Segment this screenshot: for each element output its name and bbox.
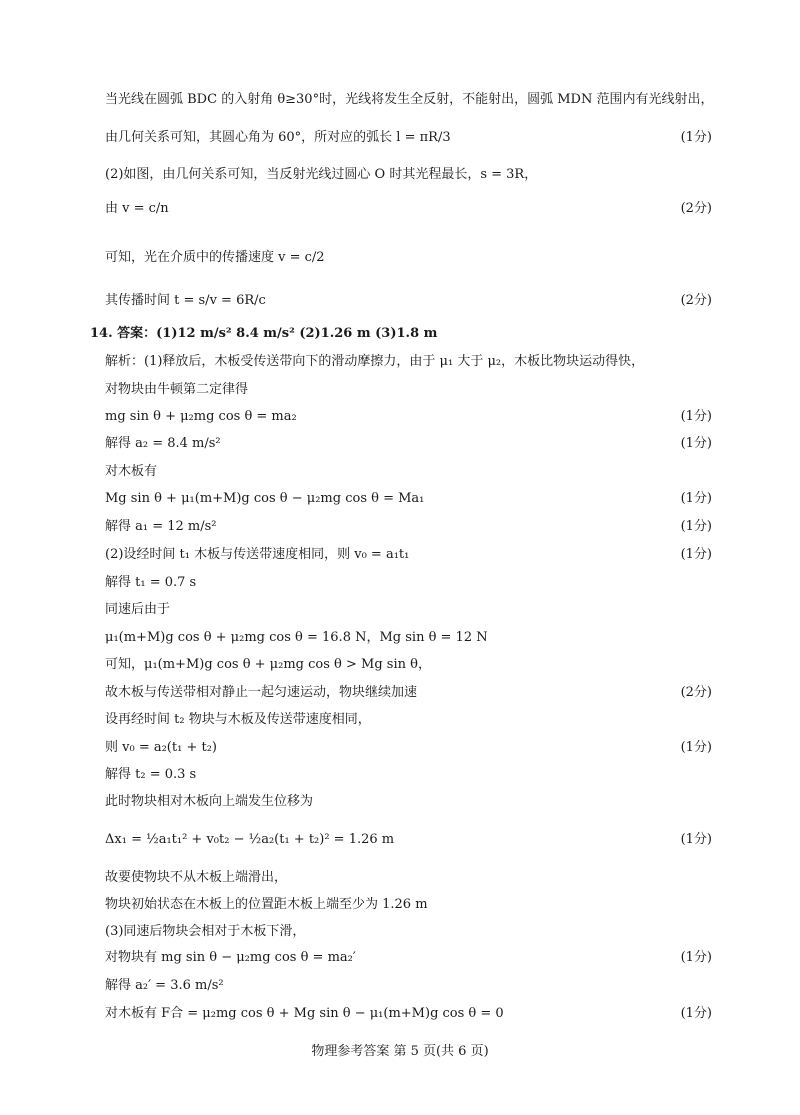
text-line: 当光线在圆弧 BDC 的入射角 θ≥30°时，光线将发生全反射，不能射出，圆弧 MDN 范围内有光线射出， <box>105 92 714 107</box>
text-line: 解得 a₂ = 8.4 m/s² (1分) <box>105 432 712 456</box>
text-line: 由 v = c/n (2分) <box>105 187 712 231</box>
equation-line: Mg sin θ + μ₁(m+M)g cos θ − μ₂mg cos θ = Ma₁ (1分) <box>105 487 712 511</box>
equation-line: Δx₁ = ½a₁t₁² + v₀t₂ − ½a₂(t₁ + t₂)² = 1.26 m (1分) <box>105 818 712 862</box>
answer-heading: 14. 答案：(1)12 m/s² 8.4 m/s² (2)1.26 m (3)1.8 m <box>90 326 438 341</box>
score-label: (1分) <box>680 950 712 965</box>
text-line: (3)同速后物块会相对于木板下滑， <box>105 924 306 939</box>
score-label: (1分) <box>680 740 712 755</box>
equation-line: 则 v₀ = a₂(t₁ + t₂) (1分) <box>105 736 712 760</box>
score-label: (1分) <box>680 491 712 506</box>
equation-line: 对木板有 F合 = μ₂mg cos θ + Mg sin θ − μ₁(m+M)g cos θ = 0 (1分) <box>105 1002 712 1026</box>
equation-line: μ₁(m+M)g cos θ + μ₂mg cos θ = 16.8 N，Mg sin θ = 12 N <box>105 630 488 645</box>
equation-line: mg sin θ + μ₂mg cos θ = ma₂ (1分) <box>105 405 712 429</box>
text-line: 由几何关系可知，其圆心角为 60°，所对应的弧长 l = πR/3 (1分) <box>105 116 712 160</box>
text-line: 解得 a₂′ = 3.6 m/s² <box>105 978 224 993</box>
score-label: (1分) <box>680 1006 712 1021</box>
score-label: (2分) <box>680 685 712 700</box>
text-line: (2)设经时间 t₁ 木板与传送带速度相同，则 v₀ = a₁t₁ (1分) <box>105 543 712 567</box>
score-label: (1分) <box>680 436 712 451</box>
text-line: (2)如图，由几何关系可知，当反射光线过圆心 O 时其光程最长，s = 3R， <box>105 167 538 182</box>
text-line: 可知，光在介质中的传播速度 v = c/2 <box>105 250 325 265</box>
score-label: (1分) <box>680 832 712 847</box>
score-label: (1分) <box>680 130 712 145</box>
score-label: (1分) <box>680 519 712 534</box>
text-line: 设再经时间 t₂ 物块与木板及传送带速度相同， <box>105 712 371 727</box>
text-line: 解得 t₁ = 0.7 s <box>105 575 197 590</box>
page-footer: 物理参考答案 第 5 页(共 6 页) <box>311 1044 489 1059</box>
score-label: (2分) <box>680 293 712 308</box>
text-line: 对木板有 <box>105 464 158 479</box>
text-line: 物块初始状态在木板上的位置距木板上端至少为 1.26 m <box>105 897 428 912</box>
text-line: 对物块由牛顿第二定律得 <box>105 382 249 397</box>
text-line: 此时物块相对木板向上端发生位移为 <box>105 794 314 809</box>
text-line: 解得 t₂ = 0.3 s <box>105 767 197 782</box>
equation-line: 对物块有 mg sin θ − μ₂mg cos θ = ma₂′ (1分) <box>105 946 712 970</box>
text-line: 故要使物块不从木板上端滑出， <box>105 870 288 885</box>
text-line: 解得 a₁ = 12 m/s² (1分) <box>105 515 712 539</box>
text-line: 其传播时间 t = s/v = 6R/c (2分) <box>105 279 712 323</box>
score-label: (1分) <box>680 547 712 562</box>
text-line: 同速后由于 <box>105 602 171 617</box>
text-line: 故木板与传送带相对静止一起匀速运动，物块继续加速 (2分) <box>105 681 712 705</box>
equation-line: 可知，μ₁(m+M)g cos θ + μ₂mg cos θ > Mg sin θ， <box>105 657 431 672</box>
score-label: (2分) <box>680 201 712 216</box>
text-line: 解析：(1)释放后，木板受传送带向下的滑动摩擦力，由于 μ₁ 大于 μ₂，木板比物块运动得快， <box>105 354 645 369</box>
score-label: (1分) <box>680 409 712 424</box>
